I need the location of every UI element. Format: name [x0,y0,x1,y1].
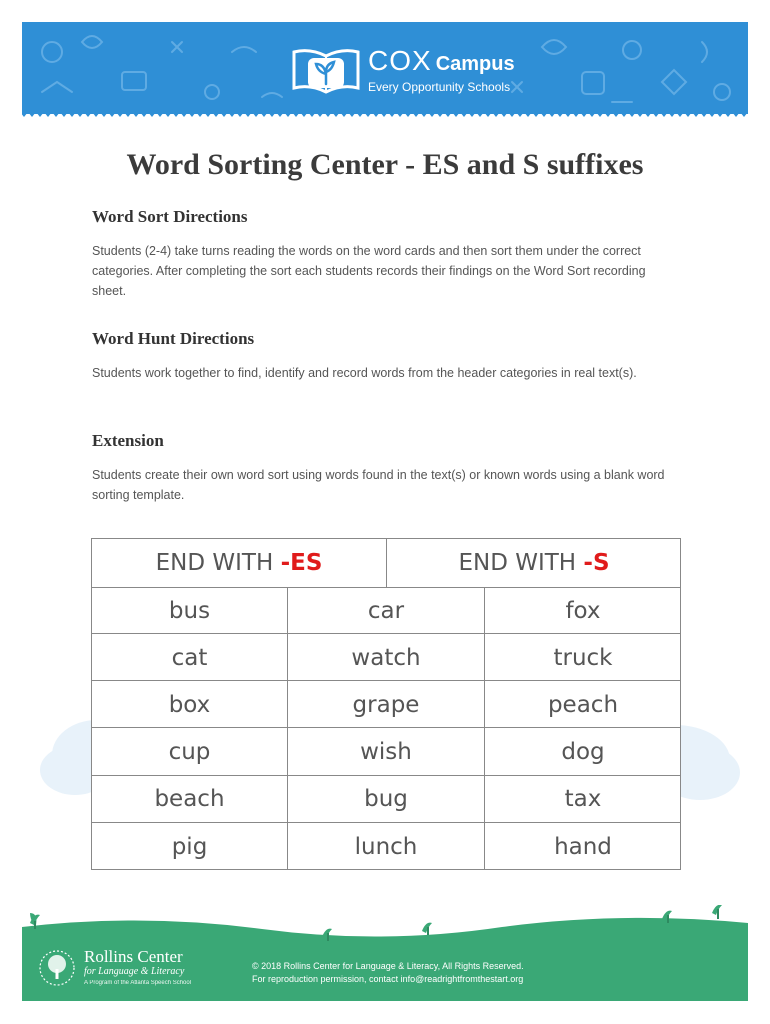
word-cell: bus [168,597,211,624]
word-cell: peach [547,691,619,718]
table-row [92,634,680,681]
section-body: Students (2-4) take turns reading the words on the word cards and then sort them under the correct categories. After completing the sort each students records their findings on the Word Sort recording sheet. [92,244,646,298]
header-s: END WITH -S [458,550,610,576]
column-divider [287,587,288,870]
word-cell: wish [360,739,412,766]
tree-icon [38,949,76,987]
word-cell: box [168,691,211,718]
word-cell: lunch [354,833,418,860]
word-cell: car [367,597,405,624]
section-body: Students create their own word sort using words found in the text(s) or known words using a blank word sorting template. [92,468,665,502]
word-cell: bug [364,786,408,813]
column-divider [484,587,485,870]
word-cell: watch [351,644,421,671]
table-row [92,587,680,634]
logo-cox: COX [368,44,432,76]
cox-campus-logo [292,42,515,98]
word-cell: fox [565,597,601,624]
section-heading: Word Sort Directions [92,207,248,226]
word-sort-table [91,538,681,870]
word-hunt-directions [92,329,682,383]
copyright-text: © 2018 Rollins Center for Language & Literacy, All Rights Reserved. [252,961,524,971]
extension [92,431,682,505]
word-cell: dog [561,739,605,766]
org-tagline: A Program of the Atlanta Speech School [84,980,192,986]
table-row [92,823,680,870]
logo-tagline: Every Opportunity Schools [368,79,511,94]
word-sort-directions [92,207,682,301]
word-cell: grape [352,691,420,718]
suffix-s: -S [583,550,610,576]
header-es: END WITH -ES [155,550,323,576]
header-banner [22,22,748,114]
page-title: Word Sorting Center - ES and S suffixes [126,148,644,181]
word-cell: beach [154,786,225,813]
section-body: Students work together to find, identify and record words from the header categories in real text(s). [92,366,637,380]
word-cell: cup [168,739,211,766]
logo-campus: Campus [435,52,515,75]
footer-copyright [252,960,672,986]
permission-text: For reproduction permission, contact info@readrightfromthestart.org [252,974,524,984]
table-row [92,776,680,823]
word-cell: pig [171,833,208,860]
word-cell: hand [554,833,612,860]
word-cell: truck [553,644,613,671]
rollins-center-logo [38,948,191,988]
suffix-es: -ES [280,550,323,576]
table-header-row [92,539,680,588]
open-book-icon [292,46,360,94]
word-cell: cat [171,644,208,671]
org-subtitle: for Language & Literacy [84,966,185,977]
word-cell: tax [564,786,602,813]
org-name: Rollins Center [84,947,183,966]
section-heading: Extension [92,431,164,450]
banner-scalloped-edge [22,110,748,118]
table-row [92,681,680,728]
table-row [92,729,680,776]
section-heading: Word Hunt Directions [92,329,255,348]
